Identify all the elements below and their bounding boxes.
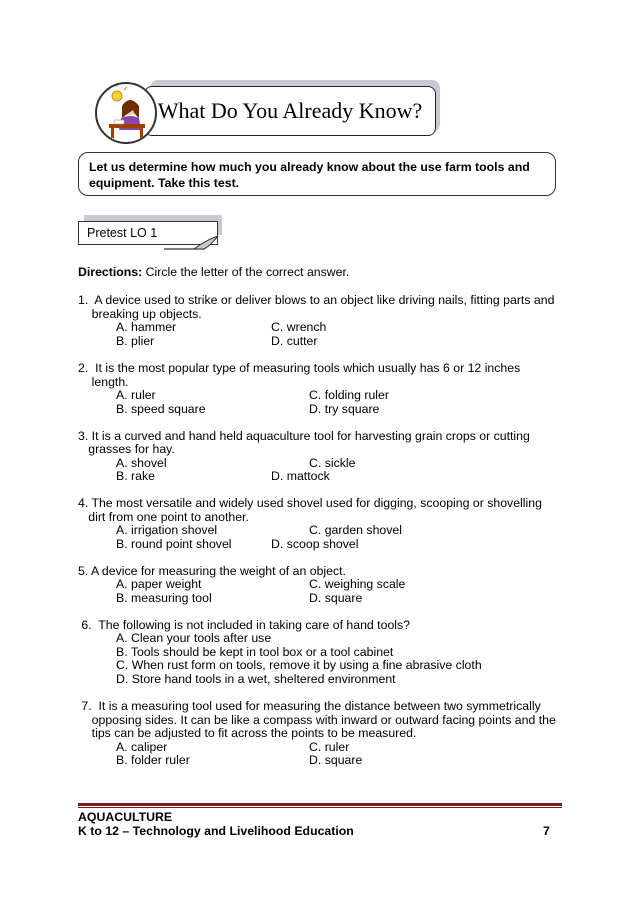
page-title: What Do You Already Know? [144, 86, 436, 136]
question-4-line-2: dirt from one point to another. [78, 510, 249, 524]
option-c: C. sickle [309, 456, 356, 470]
option-b: B. round point shovel [116, 537, 232, 551]
option-c: C. When rust form on tools, remove it by using a fine abrasive cloth [116, 658, 482, 672]
page-curl-icon [164, 236, 220, 250]
option-d: D. scoop shovel [271, 537, 359, 551]
option-a: A. hammer [116, 320, 177, 334]
question-3-line-2: grasses for hay. [78, 442, 175, 456]
option-a: A. ruler [116, 388, 156, 402]
footer-divider [78, 803, 562, 806]
question-5-line-1: 5. A device for measuring the weight of an object. [78, 564, 346, 578]
option-d: D. square [309, 753, 363, 767]
question-7-line-3: tips can be adjusted to fit across the points to be measured. [78, 726, 417, 740]
footer-divider-thin [78, 807, 562, 808]
intro-box [78, 152, 556, 196]
directions [78, 265, 349, 279]
question-6-line-1: 6. The following is not included in taking care of hand tools? [78, 618, 410, 632]
option-a: A. paper weight [116, 577, 202, 591]
question-1-line-1: 1. A device used to strike or deliver blows to an object like driving nails, fitting parts and [78, 293, 555, 307]
intro-line-1: Let us determine how much you already know about the use farm tools and [89, 160, 530, 174]
option-c: C. wrench [271, 320, 327, 334]
option-c: C. folding ruler [309, 388, 389, 402]
option-b: B. plier [116, 334, 155, 348]
option-a: A. caliper [116, 740, 168, 754]
question-2-line-2: length. [78, 375, 129, 389]
question-4-line-1: 4. The most versatile and widely used shovel used for digging, scooping or shovelling [78, 496, 542, 510]
option-a: A. shovel [116, 456, 167, 470]
option-b: B. rake [116, 469, 155, 483]
option-b: B. measuring tool [116, 591, 212, 605]
page-number: 7 [543, 824, 550, 838]
footer-course: K to 12 – Technology and Livelihood Education [78, 824, 354, 838]
option-b: B. speed square [116, 402, 206, 416]
option-b: B. Tools should be kept in tool box or a tool cabinet [116, 645, 394, 659]
directions-text: Circle the letter of the correct answer. [142, 265, 350, 279]
option-d: D. square [309, 591, 363, 605]
option-d: D. mattock [271, 469, 330, 483]
question-1-line-2: breaking up objects. [78, 307, 202, 321]
pretest-tag: Pretest LO 1 [78, 221, 218, 245]
question-7-line-2: opposing sides. It can be like a compass with inward or outward facing points and the [78, 713, 556, 727]
option-c: C. ruler [309, 740, 350, 754]
intro-line-2: equipment. Take this test. [89, 176, 240, 190]
question-7-line-1: 7. It is a measuring tool used for measuring the distance between two symmetrically [78, 699, 541, 713]
question-2-line-1: 2. It is the most popular type of measuring tools which usually has 6 or 12 inches [78, 361, 521, 375]
thinking-girl-icon [95, 82, 157, 144]
option-a: A. irrigation shovel [116, 523, 218, 537]
option-a: A. Clean your tools after use [116, 631, 272, 645]
option-d: D. try square [309, 402, 380, 416]
option-d: D. cutter [271, 334, 318, 348]
option-c: C. garden shovel [309, 523, 402, 537]
option-b: B. folder ruler [116, 753, 190, 767]
question-3-line-1: 3. It is a curved and hand held aquaculture tool for harvesting grain crops or cutting [78, 429, 530, 443]
option-d: D. Store hand tools in a wet, sheltered environment [116, 672, 396, 686]
footer-subject: AQUACULTURE [78, 810, 173, 824]
directions-label: Directions: [78, 265, 143, 279]
option-c: C. weighing scale [309, 577, 406, 591]
